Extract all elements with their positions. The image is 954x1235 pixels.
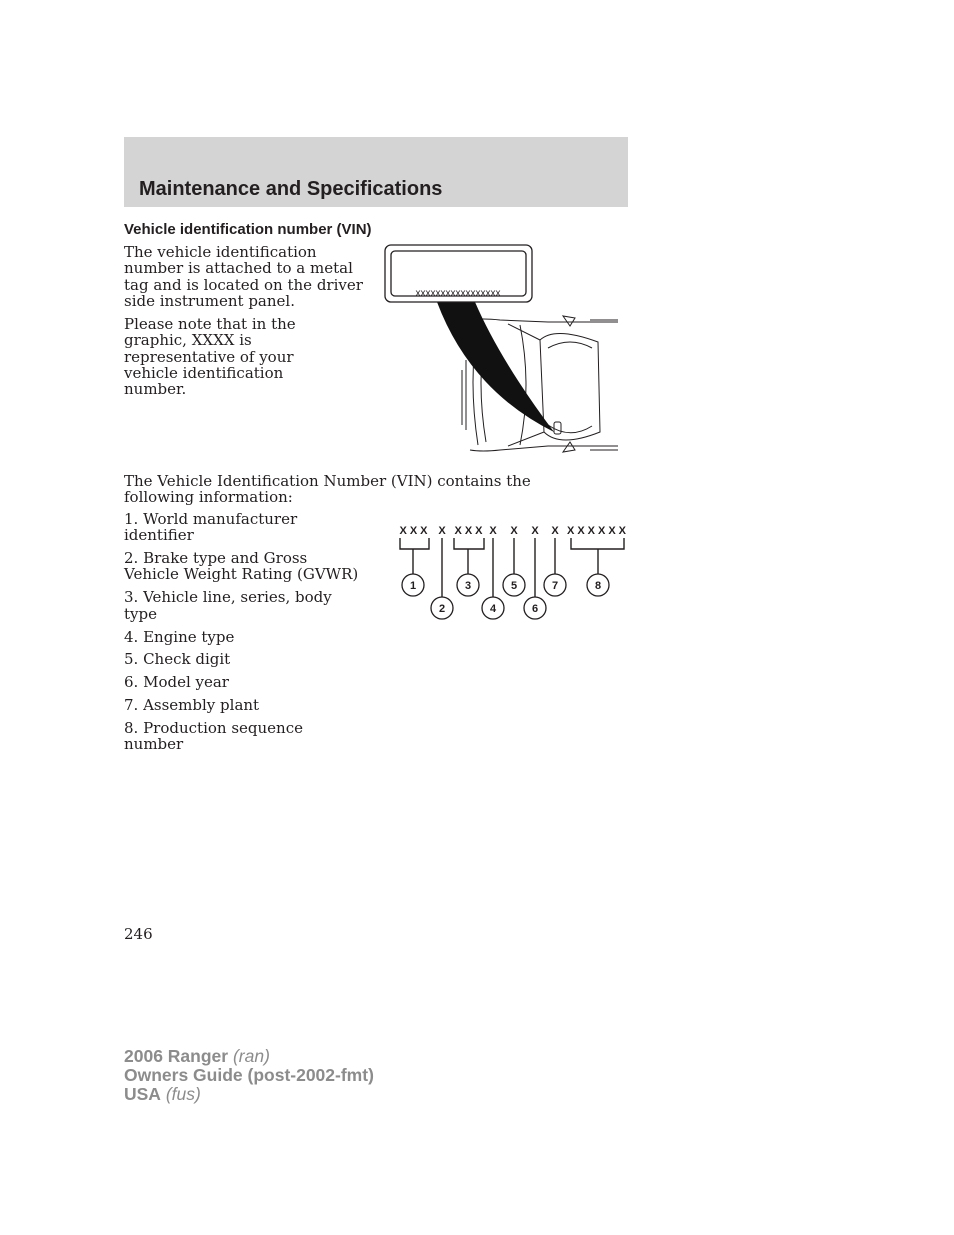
vin-segment-4: X	[489, 525, 497, 537]
callout-number-5: 5	[510, 580, 518, 592]
footer-market-code: (fus)	[165, 1084, 201, 1104]
list-item: 4. Engine type	[124, 627, 235, 646]
footer-line-model	[124, 1047, 374, 1066]
list-item: 5. Check digit	[124, 650, 231, 669]
callout-number-6: 6	[531, 603, 539, 615]
vin-paragraph-note: Please note that in the graphic, XXXX is representative of your vehicle identification number.	[124, 315, 296, 399]
footer-model-code: (ran)	[232, 1046, 270, 1066]
vin-heading: Vehicle identification number (VIN)	[124, 221, 372, 238]
callout-number-8: 8	[594, 580, 602, 592]
list-item: 6. Model year	[124, 673, 229, 692]
vin-info-list	[124, 511, 364, 759]
vin-segment-5: X	[510, 525, 518, 537]
footer-model: 2006 Ranger	[124, 1046, 229, 1066]
list-item: 2. Brake type and Gross Vehicle Weight Rating (GVWR)	[124, 549, 359, 584]
vin-segment-3: XXX	[454, 525, 486, 537]
vin-location-illustration	[380, 242, 622, 462]
vin-segment-6: X	[531, 525, 539, 537]
footer-guide: Owners Guide (post-2002-fmt)	[124, 1065, 374, 1085]
list-item: 8. Production sequence number	[124, 719, 303, 754]
vin-callout-circles	[402, 574, 609, 619]
callout-number-4: 4	[489, 603, 497, 615]
vin-breakdown-diagram	[390, 518, 635, 626]
vin-paragraph-location: The vehicle identification number is attached to a metal tag and is located on the driver side instrument panel.	[124, 243, 363, 310]
list-item: 7. Assembly plant	[124, 696, 260, 715]
page-number: 246	[124, 925, 153, 943]
vin-segment-7: X	[551, 525, 559, 537]
footer-market: USA	[124, 1084, 161, 1104]
document-footer	[124, 1047, 374, 1104]
footer-line-market	[124, 1085, 374, 1104]
vin-segment-1: XXX	[399, 525, 431, 537]
section-header	[124, 137, 628, 207]
callout-number-2: 2	[438, 603, 446, 615]
list-item: 3. Vehicle line, series, body type	[124, 588, 332, 623]
callout-number-3: 3	[464, 580, 472, 592]
section-title: Maintenance and Specifications	[139, 178, 443, 200]
vin-segment-8: XXXXXX	[566, 525, 630, 537]
vin-tag-label: xxxxxxxxxxxxxxxxx	[415, 288, 501, 299]
vin-intro: The Vehicle Identification Number (VIN) contains the following information:	[124, 472, 531, 507]
vin-segment-2: X	[438, 525, 446, 537]
callout-number-7: 7	[551, 580, 559, 592]
callout-number-1: 1	[409, 580, 417, 592]
footer-line-guide	[124, 1066, 374, 1085]
list-item: 1. World manufacturer identifier	[124, 510, 298, 545]
